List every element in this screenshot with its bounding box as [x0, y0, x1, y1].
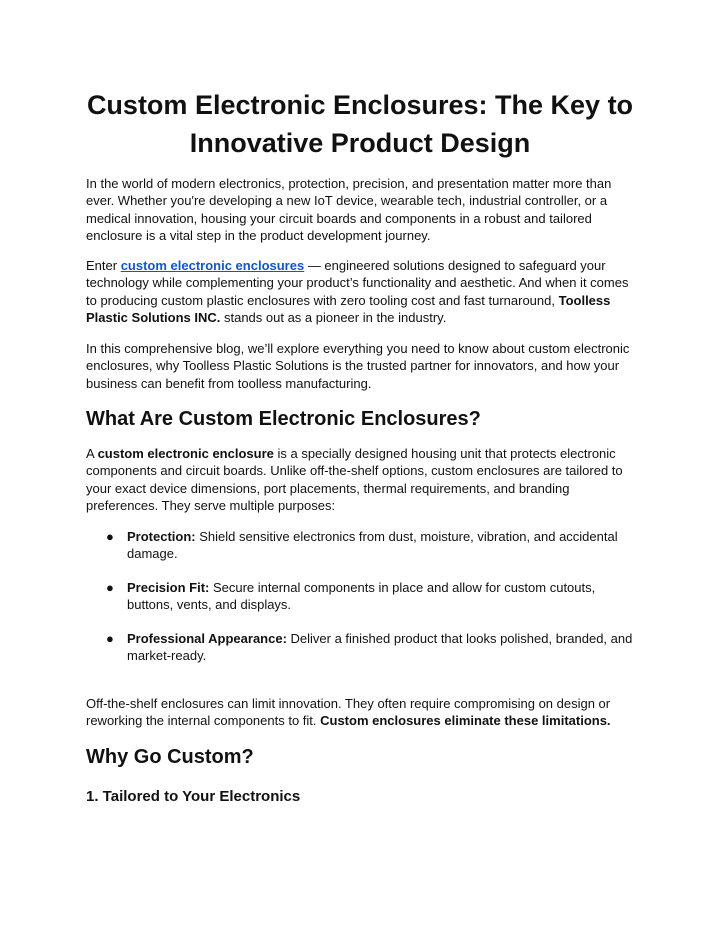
bullet-text: Deliver a finished product that looks polished, branded, and market-ready. [127, 631, 633, 664]
definition-prefix: A [86, 446, 98, 461]
enter-paragraph [86, 257, 638, 327]
definition-paragraph [86, 445, 638, 515]
page-title: Custom Electronic Enclosures: The Key to Innovative Product Design [86, 90, 634, 158]
closing-bold: Custom enclosures eliminate these limitations. [320, 713, 611, 729]
company-name: Toolless Plastic Solutions INC. [86, 292, 611, 326]
section-heading-why-custom: Why Go Custom? [86, 746, 254, 768]
section-heading-what-are: What Are Custom Electronic Enclosures? [86, 408, 481, 430]
bullet-icon: ● [106, 580, 114, 595]
definition-rest: is a specially designed housing unit that protects electronic components and circuit boards. Unlike off-the-shelf options, custom enclosures are tailored to your exact device dimensions, port placements, thermal requirements, and branding preferences. They serve multiple purposes: [86, 446, 623, 514]
subheading-tailored: 1. Tailored to Your Electronics [86, 788, 301, 805]
bullet-icon: ● [106, 529, 114, 544]
closing-paragraph [86, 695, 638, 730]
bullet-label: Protection: [127, 529, 196, 544]
enter-prefix: Enter [86, 258, 121, 273]
blog-intro-paragraph: In this comprehensive blog, we’ll explore everything you need to know about custom electronic enclosures, why Toolless Plastic Solutions is the trusted partner for innovators, and how your business can benefit from toolless manufacturing. [86, 341, 630, 391]
bullet-icon: ● [106, 631, 114, 646]
enter-middle: — engineered solutions designed to safeguard your technology while complementing your product’s functionality and aesthetic. And when it comes to producing custom plastic enclosures with zero tooling cost and fast turnaround, [86, 258, 629, 308]
intro-paragraph: In the world of modern electronics, protection, precision, and presentation matter more than ever. Whether you're developing a new IoT device, wearable tech, industrial controller, or a medical innovation, housing your circuit boards and components in a robust and tailored enclosure is a vital step in the product development journey. [86, 176, 612, 244]
custom-enclosures-link[interactable]: custom electronic enclosures [120, 258, 305, 273]
bullet-text: Secure internal components in place and allow for custom cutouts, buttons, vents, and displays. [127, 580, 596, 613]
bullet-text: Shield sensitive electronics from dust, moisture, vibration, and accidental damage. [127, 529, 618, 562]
enter-suffix: stands out as a pioneer in the industry. [220, 310, 447, 326]
bullet-label: Precision Fit: [127, 580, 210, 595]
definition-term: custom electronic enclosure [97, 446, 274, 461]
closing-text: Off-the-shelf enclosures can limit innovation. They often require compromising on design or reworking the internal components to fit. [86, 696, 611, 729]
bullet-label: Professional Appearance: [127, 631, 287, 646]
